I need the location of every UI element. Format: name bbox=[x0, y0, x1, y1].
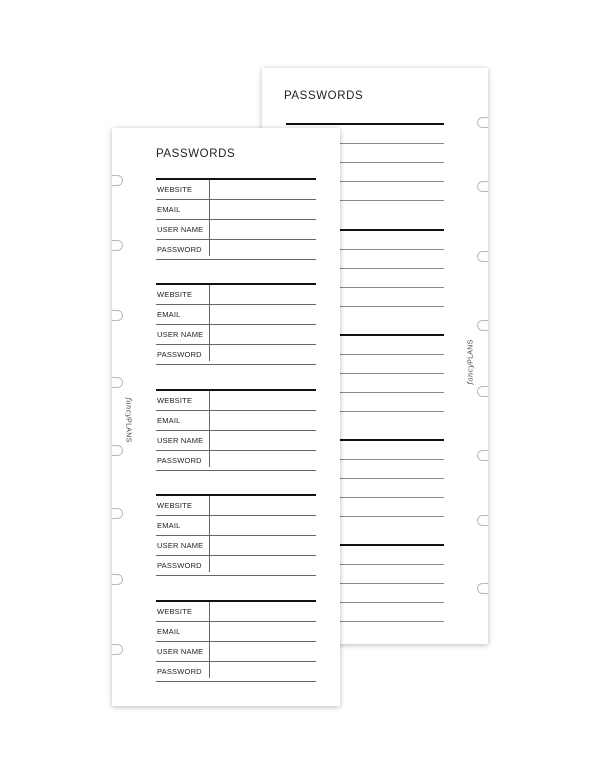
field-row[interactable] bbox=[156, 200, 316, 220]
field-label: EMAIL bbox=[157, 310, 181, 319]
field-label: WEBSITE bbox=[157, 185, 193, 194]
binder-notch bbox=[112, 240, 123, 251]
binder-notch bbox=[477, 181, 488, 192]
password-block bbox=[156, 389, 316, 471]
page-title: PASSWORDS bbox=[156, 148, 236, 160]
field-row[interactable] bbox=[156, 305, 316, 325]
field-row[interactable] bbox=[156, 536, 316, 556]
password-block bbox=[156, 283, 316, 365]
binder-notch bbox=[112, 574, 123, 585]
field-label: PASSWORD bbox=[157, 456, 202, 465]
binder-notch bbox=[112, 508, 123, 519]
binder-notch bbox=[477, 117, 488, 128]
binder-notch bbox=[112, 377, 123, 388]
password-block bbox=[156, 178, 316, 260]
page-title: PASSWORDS bbox=[284, 90, 364, 102]
brand-logo: fancyPLANS bbox=[124, 397, 133, 443]
field-label: PASSWORD bbox=[157, 667, 202, 676]
field-row[interactable] bbox=[156, 285, 316, 305]
column-divider bbox=[209, 602, 210, 678]
field-row[interactable] bbox=[156, 451, 316, 471]
brand-logo: fancyPLANS bbox=[466, 339, 475, 385]
field-row[interactable] bbox=[156, 411, 316, 431]
field-label: PASSWORD bbox=[157, 350, 202, 359]
column-divider bbox=[209, 391, 210, 467]
field-label: USER NAME bbox=[157, 647, 204, 656]
field-label: USER NAME bbox=[157, 330, 204, 339]
binder-notch bbox=[477, 583, 488, 594]
field-row[interactable] bbox=[156, 556, 316, 576]
field-label: PASSWORD bbox=[157, 245, 202, 254]
field-row[interactable] bbox=[156, 662, 316, 682]
field-row[interactable] bbox=[156, 642, 316, 662]
field-label: EMAIL bbox=[157, 627, 181, 636]
field-row[interactable] bbox=[156, 391, 316, 411]
field-row[interactable] bbox=[156, 325, 316, 345]
field-label: USER NAME bbox=[157, 541, 204, 550]
binder-notch bbox=[477, 251, 488, 262]
field-label: USER NAME bbox=[157, 436, 204, 445]
field-row[interactable] bbox=[156, 622, 316, 642]
column-divider bbox=[209, 285, 210, 361]
binder-notch bbox=[112, 644, 123, 655]
field-label: EMAIL bbox=[157, 416, 181, 425]
binder-notch bbox=[112, 310, 123, 321]
field-label: WEBSITE bbox=[157, 607, 193, 616]
field-row[interactable] bbox=[156, 240, 316, 260]
column-divider bbox=[209, 496, 210, 572]
field-label: EMAIL bbox=[157, 205, 181, 214]
password-block bbox=[156, 600, 316, 682]
field-row[interactable] bbox=[156, 345, 316, 365]
field-row[interactable] bbox=[156, 496, 316, 516]
field-row[interactable] bbox=[156, 220, 316, 240]
binder-notch bbox=[477, 386, 488, 397]
field-row[interactable] bbox=[156, 516, 316, 536]
field-row[interactable] bbox=[156, 431, 316, 451]
binder-notch bbox=[477, 515, 488, 526]
field-label: WEBSITE bbox=[157, 290, 193, 299]
field-label: WEBSITE bbox=[157, 501, 193, 510]
planner-page-front bbox=[112, 128, 340, 706]
field-label: WEBSITE bbox=[157, 396, 193, 405]
field-label: USER NAME bbox=[157, 225, 204, 234]
field-row[interactable] bbox=[156, 180, 316, 200]
binder-notch bbox=[112, 445, 123, 456]
field-label: PASSWORD bbox=[157, 561, 202, 570]
binder-notch bbox=[477, 320, 488, 331]
password-block bbox=[156, 494, 316, 576]
column-divider bbox=[209, 180, 210, 256]
field-label: EMAIL bbox=[157, 521, 181, 530]
binder-notch bbox=[477, 450, 488, 461]
field-row[interactable] bbox=[156, 602, 316, 622]
binder-notch bbox=[112, 175, 123, 186]
